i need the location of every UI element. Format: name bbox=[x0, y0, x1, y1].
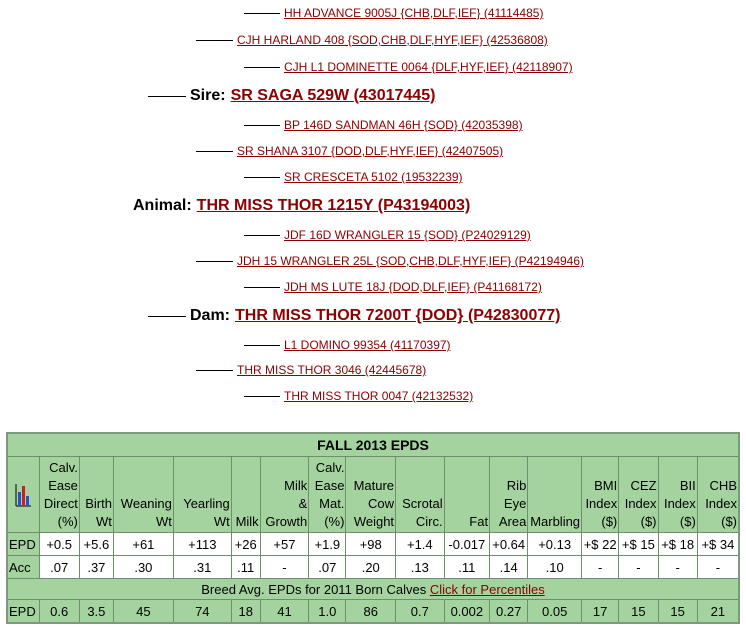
breed-avg-value: 3.5 bbox=[79, 600, 113, 624]
epd-value: +113 bbox=[173, 533, 231, 556]
breed-avg-row bbox=[7, 579, 739, 600]
epd-value: +5.6 bbox=[79, 533, 113, 556]
column-header-line bbox=[397, 459, 443, 477]
column-header bbox=[173, 457, 231, 533]
column-header-line bbox=[81, 477, 112, 495]
breed-avg-value: 15 bbox=[619, 600, 658, 624]
column-header bbox=[582, 457, 619, 533]
epd-value: +0.64 bbox=[490, 533, 528, 556]
column-header-line bbox=[81, 459, 112, 477]
breed-avg-value: 74 bbox=[173, 600, 231, 624]
breed-avg-cell bbox=[7, 579, 739, 600]
column-header-line bbox=[446, 495, 488, 513]
column-header-line: ($) bbox=[640, 513, 657, 529]
pedigree-sire-sire-dam bbox=[244, 60, 573, 74]
acc-value: .11 bbox=[231, 556, 260, 579]
column-header bbox=[396, 457, 445, 533]
epd-table bbox=[6, 432, 740, 624]
pedigree-dam-dam-dam bbox=[244, 389, 473, 403]
column-header-line: Scrotal bbox=[402, 495, 443, 511]
breed-avg-value: 18 bbox=[231, 600, 260, 624]
pedigree-sire-dam-dam bbox=[244, 170, 463, 184]
connector-line bbox=[244, 396, 280, 397]
epd-title: FALL 2013 EPDS bbox=[7, 433, 739, 457]
column-header-line bbox=[175, 459, 230, 477]
column-header bbox=[697, 457, 739, 533]
epd-value: +$ 22 bbox=[582, 533, 619, 556]
pedigree-link-dam-dam-dam[interactable]: THR MISS THOR 0047 (42132532) bbox=[284, 389, 474, 403]
breed-avg-value: 17 bbox=[582, 600, 619, 624]
pedigree-link-dam-sire-sire[interactable]: JDF 16D WRANGLER 15 {SOD} (P24029129) bbox=[284, 228, 531, 242]
column-header bbox=[490, 457, 528, 533]
column-header-line: Cow bbox=[368, 495, 395, 511]
pedigree-link-dam[interactable]: THR MISS THOR 7200T {DOD} (P42830077) bbox=[235, 307, 561, 324]
pedigree-sire bbox=[148, 87, 435, 105]
acc-value: - bbox=[260, 556, 309, 579]
animal-label: Animal: bbox=[133, 197, 192, 214]
connector-line bbox=[148, 316, 186, 317]
column-header bbox=[346, 457, 396, 533]
acc-values-row bbox=[7, 556, 739, 579]
column-header-line: Fat bbox=[469, 513, 489, 529]
column-header bbox=[39, 457, 79, 533]
epd-value: +$ 18 bbox=[658, 533, 697, 556]
column-header-line: ($) bbox=[721, 513, 737, 529]
connector-line bbox=[244, 177, 280, 178]
breed-avg-value: 0.7 bbox=[396, 600, 445, 624]
column-header-line: CEZ bbox=[630, 477, 657, 493]
epd-value: +1.9 bbox=[309, 533, 346, 556]
column-header-line bbox=[397, 477, 443, 495]
breed-avg-value: 41 bbox=[260, 600, 309, 624]
acc-value: .07 bbox=[309, 556, 346, 579]
pedigree-animal bbox=[133, 197, 470, 215]
acc-value: .20 bbox=[346, 556, 396, 579]
breed-avg-text: Breed Avg. EPDs for 2011 Born Calves bbox=[201, 581, 427, 597]
column-header bbox=[79, 457, 113, 533]
column-header-line: Eye bbox=[503, 495, 527, 511]
pedigree-link-dam-sire[interactable]: JDH 15 WRANGLER 25L {SOD,CHB,DLF,HYF,IEF} (P42194946) bbox=[237, 254, 585, 268]
column-header-line bbox=[660, 459, 696, 477]
column-header-line: Weaning bbox=[120, 495, 172, 511]
column-header-line: Index bbox=[705, 495, 737, 511]
pedigree-sire-dam bbox=[196, 144, 503, 158]
column-header bbox=[309, 457, 346, 533]
column-header-line: Mat. bbox=[319, 495, 345, 511]
acc-value: .14 bbox=[490, 556, 528, 579]
column-header-line: & bbox=[298, 495, 308, 511]
column-header-line: BMI bbox=[594, 477, 618, 493]
connector-line bbox=[196, 370, 233, 371]
column-header-line: Circ. bbox=[415, 513, 443, 529]
column-header-line bbox=[446, 477, 488, 495]
column-header-line: Yearling bbox=[183, 495, 230, 511]
acc-value: .11 bbox=[444, 556, 489, 579]
acc-value: .31 bbox=[173, 556, 231, 579]
breed-avg-values-row bbox=[7, 600, 739, 624]
pedigree-link-sire-dam-sire[interactable]: BP 146D SANDMAN 46H {SOD} (42035398) bbox=[284, 118, 523, 132]
connector-line bbox=[244, 235, 280, 236]
column-header-line: Wt bbox=[96, 513, 112, 529]
column-header-line: Marbling bbox=[530, 513, 581, 529]
pedigree-link-sire-sire[interactable]: CJH HARLAND 408 {SOD,CHB,DLF,HYF,IEF} (42536808) bbox=[237, 33, 548, 47]
column-header-line bbox=[529, 477, 580, 495]
column-header-line bbox=[175, 477, 230, 495]
pedigree-dam-dam bbox=[196, 363, 426, 377]
column-header-line: Mature bbox=[353, 477, 395, 493]
column-header bbox=[231, 457, 260, 533]
column-header-line bbox=[115, 459, 172, 477]
column-header-line: Weight bbox=[353, 513, 395, 529]
connector-line bbox=[244, 125, 280, 126]
column-header-line: Index bbox=[585, 495, 618, 511]
pedigree-sire-sire-sire bbox=[244, 6, 543, 20]
pedigree-link-sire-sire-sire[interactable]: HH ADVANCE 9005J {CHB,DLF,IEF} (41114485) bbox=[284, 6, 544, 20]
pedigree-dam-dam-sire bbox=[244, 338, 451, 352]
pedigree-dam bbox=[148, 307, 560, 325]
epd-value: +0.5 bbox=[39, 533, 79, 556]
connector-line bbox=[148, 96, 186, 97]
pedigree-dam-sire-sire bbox=[244, 228, 531, 242]
column-header-line: (%) bbox=[324, 513, 345, 529]
epd-value: +98 bbox=[346, 533, 396, 556]
column-header-line: (%) bbox=[57, 513, 78, 529]
breed-avg-value: 0.27 bbox=[490, 600, 528, 624]
pedigree-sire-dam-sire bbox=[244, 118, 523, 132]
epd-title-row bbox=[7, 433, 739, 457]
column-header-line: Birth bbox=[85, 495, 112, 511]
column-header-line bbox=[583, 459, 617, 477]
column-header bbox=[658, 457, 697, 533]
bar-chart-icon[interactable] bbox=[14, 482, 32, 508]
column-header-line bbox=[491, 459, 526, 477]
epd-value: +$ 34 bbox=[697, 533, 739, 556]
column-header-line: Rib bbox=[506, 477, 527, 493]
breed-avg-value: 45 bbox=[113, 600, 173, 624]
column-header-line: Area bbox=[498, 513, 527, 529]
column-header-line: Wt bbox=[155, 513, 172, 529]
column-header bbox=[444, 457, 489, 533]
column-header-line bbox=[446, 459, 488, 477]
column-header-line: ($) bbox=[601, 513, 618, 529]
acc-value: - bbox=[619, 556, 658, 579]
sire-label: Sire: bbox=[190, 87, 226, 104]
pedigree-link-animal[interactable]: THR MISS THOR 1215Y (P43194003) bbox=[196, 197, 471, 214]
column-header-line bbox=[233, 459, 259, 477]
connector-line bbox=[244, 67, 280, 68]
connector-line bbox=[196, 151, 233, 152]
acc-value: .10 bbox=[528, 556, 582, 579]
column-header-line: Milk bbox=[235, 513, 259, 529]
epd-value: +$ 15 bbox=[619, 533, 658, 556]
column-header-line bbox=[233, 495, 259, 513]
epd-value: +57 bbox=[260, 533, 309, 556]
epd-row-label: EPD bbox=[7, 533, 39, 556]
connector-line bbox=[244, 13, 280, 14]
epd-value: -0.017 bbox=[444, 533, 489, 556]
column-header-line bbox=[347, 459, 394, 477]
column-header bbox=[113, 457, 173, 533]
breed-avg-value: 21 bbox=[697, 600, 739, 624]
column-header-line: Index bbox=[624, 495, 657, 511]
connector-line bbox=[244, 345, 280, 346]
epd-value: +0.13 bbox=[528, 533, 582, 556]
column-header-line: Calv. bbox=[49, 459, 78, 475]
column-header-line: Wt bbox=[213, 513, 230, 529]
pedigree-dam-sire-dam bbox=[244, 280, 542, 294]
column-header-line bbox=[115, 477, 172, 495]
column-header-line: CHB bbox=[709, 477, 737, 493]
acc-value: - bbox=[697, 556, 739, 579]
pedigree-link-sire-dam-dam[interactable]: SR CRESCETA 5102 (19532239) bbox=[284, 170, 463, 184]
column-header-line: Ease bbox=[48, 477, 78, 493]
pedigree-sire-sire bbox=[196, 33, 548, 47]
breed-avg-value: 0.6 bbox=[39, 600, 79, 624]
connector-line bbox=[244, 287, 280, 288]
breed-avg-value: 1.0 bbox=[309, 600, 346, 624]
column-header-line: Direct bbox=[43, 495, 78, 511]
column-header-line: Calv. bbox=[315, 459, 345, 475]
column-header-line: Ease bbox=[314, 477, 345, 493]
column-header-line bbox=[529, 495, 580, 513]
pedigree-link-sire-dam[interactable]: SR SHANA 3107 {DOD,DLF,HYF,IEF} (42407505) bbox=[237, 144, 504, 158]
avg-row-label: EPD bbox=[7, 600, 39, 624]
epd-value: +61 bbox=[113, 533, 173, 556]
acc-value: - bbox=[658, 556, 697, 579]
acc-value: - bbox=[582, 556, 619, 579]
column-header-line: BII bbox=[679, 477, 696, 493]
column-header-line bbox=[262, 459, 308, 477]
connector-line bbox=[196, 261, 233, 262]
acc-value: .30 bbox=[113, 556, 173, 579]
column-header-line: Milk bbox=[284, 477, 308, 493]
epd-value: +26 bbox=[231, 533, 260, 556]
breed-avg-value: 15 bbox=[658, 600, 697, 624]
epd-header-row bbox=[7, 457, 739, 533]
connector-line bbox=[196, 40, 233, 41]
column-header-line bbox=[233, 477, 259, 495]
column-header-line: ($) bbox=[679, 513, 696, 529]
acc-value: .13 bbox=[396, 556, 445, 579]
epd-value: +1.4 bbox=[396, 533, 445, 556]
chart-icon-cell[interactable] bbox=[7, 457, 39, 533]
acc-value: .07 bbox=[39, 556, 79, 579]
column-header-line: Index bbox=[663, 495, 696, 511]
column-header bbox=[619, 457, 658, 533]
column-header-line bbox=[529, 459, 580, 477]
pedigree-link-dam-dam-sire[interactable]: L1 DOMINO 99354 (41170397) bbox=[284, 338, 451, 352]
percentiles-link[interactable]: Click for Percentiles bbox=[429, 581, 545, 597]
breed-avg-value: 0.002 bbox=[444, 600, 489, 624]
breed-avg-value: 86 bbox=[346, 600, 396, 624]
column-header-line bbox=[620, 459, 656, 477]
epd-values-row bbox=[7, 533, 739, 556]
breed-avg-value: 0.05 bbox=[528, 600, 582, 624]
column-header bbox=[260, 457, 309, 533]
pedigree-link-sire-sire-dam[interactable]: CJH L1 DOMINETTE 0064 {DLF,HYF,IEF} (42118907) bbox=[284, 60, 573, 74]
pedigree-link-sire[interactable]: SR SAGA 529W (43017445) bbox=[230, 87, 436, 104]
column-header bbox=[528, 457, 582, 533]
pedigree-link-dam-sire-dam[interactable]: JDH MS LUTE 18J {DOD,DLF,IEF} (P41168172) bbox=[284, 280, 542, 294]
dam-label: Dam: bbox=[190, 307, 231, 324]
pedigree-link-dam-dam[interactable]: THR MISS THOR 3046 (42445678) bbox=[237, 363, 427, 377]
acc-row-label: Acc bbox=[7, 556, 39, 579]
column-header-line bbox=[699, 459, 737, 477]
pedigree-dam-sire bbox=[196, 254, 584, 268]
acc-value: .37 bbox=[79, 556, 113, 579]
column-header-line: Growth bbox=[265, 513, 308, 529]
